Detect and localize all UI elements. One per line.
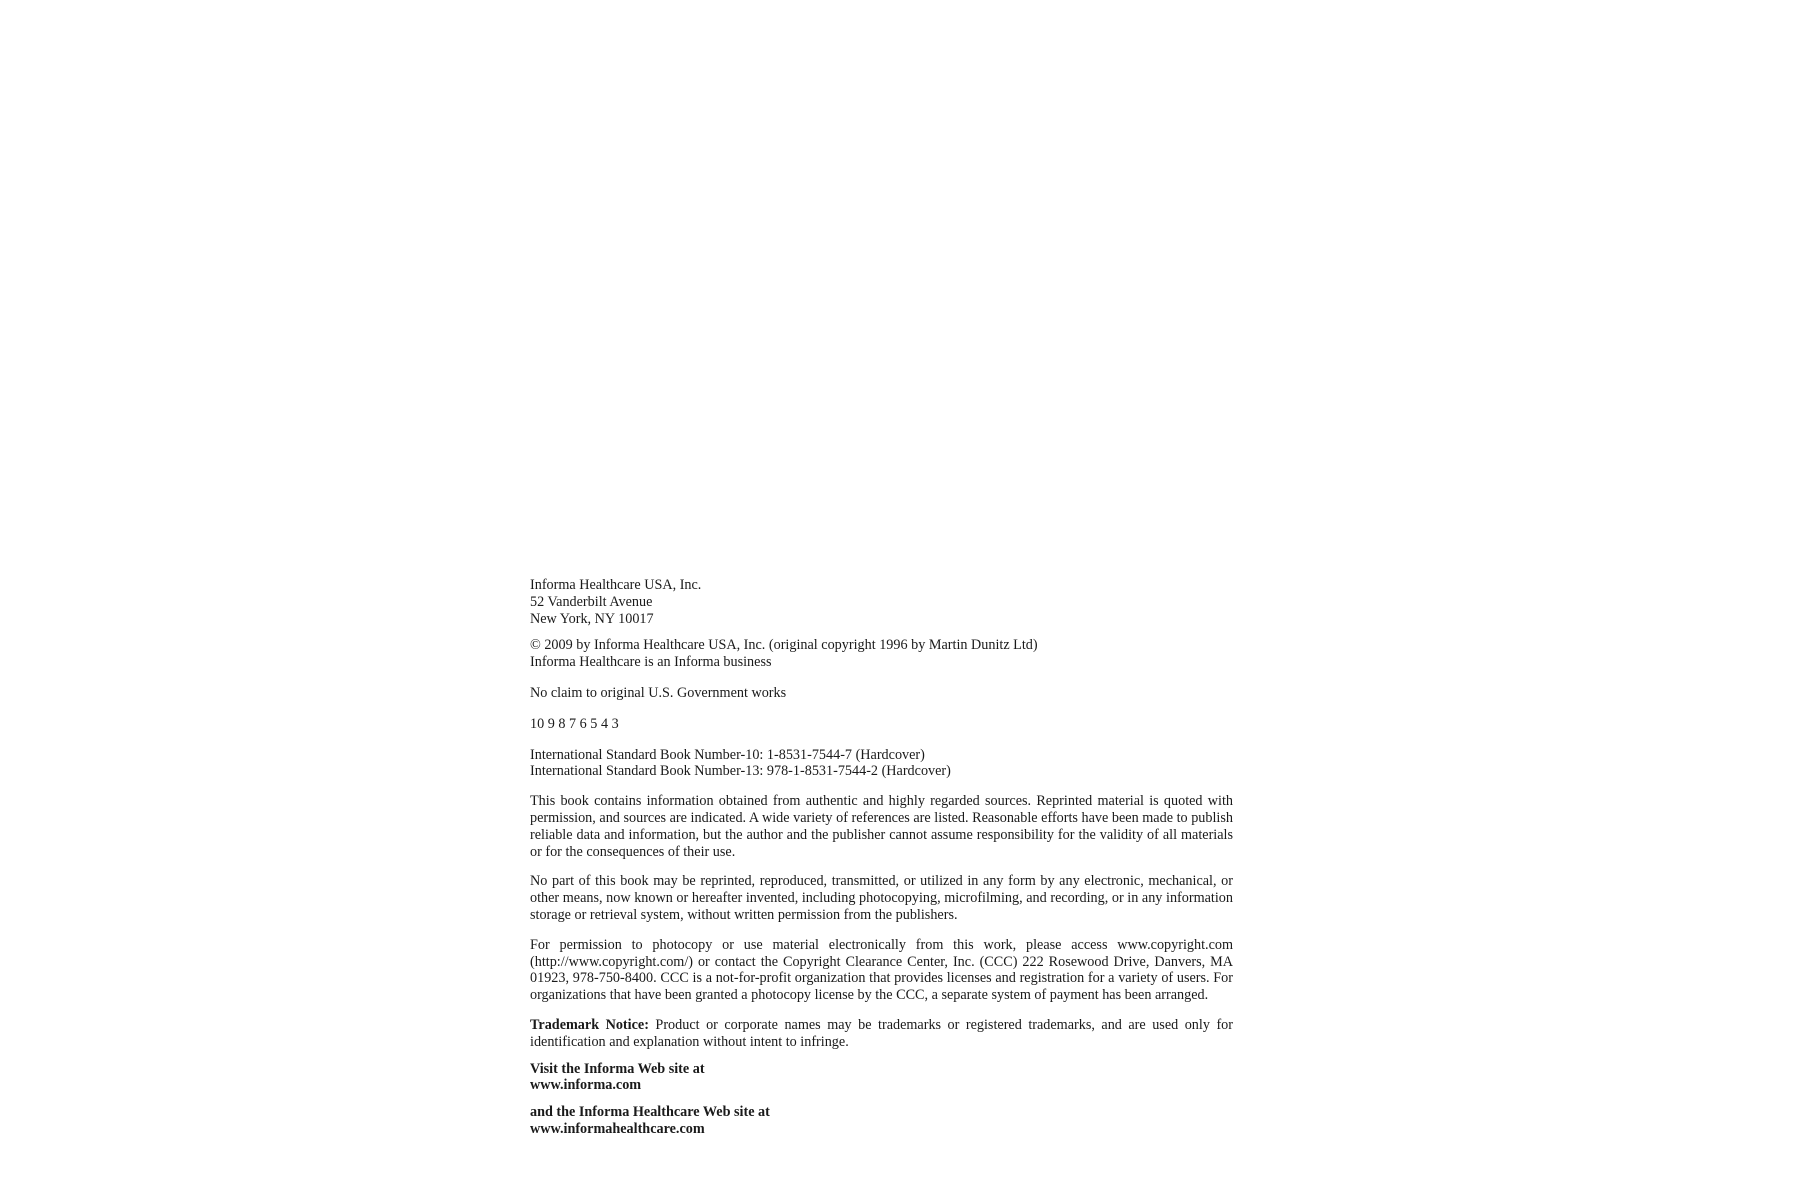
copyright-page [530,577,1233,1138]
permission-paragraph: For permission to photocopy or use material electronically from this work, please access www.copyright.com (http://www.copyright.com/) or contact the Copyright Clearance Center, Inc. (CCC) 222 Rosewood Drive, Danvers, MA 01923, 978-750-8400. CCC is a not-for-profit organization that provides licenses and registration for a variety of users. For organizations that have been granted a photocopy license by the CCC, a separate system of payment has been arranged. [530,936,1233,1004]
informa-web-label: Visit the Informa Web site at [530,1060,705,1077]
isbn-10: International Standard Book Number-10: 1-8531-7544-7 (Hardcover) [530,746,925,763]
trademark-notice [530,1017,1233,1051]
isbn-13: International Standard Book Number-13: 978-1-8531-7544-2 (Hardcover) [530,763,951,780]
publisher-address [530,577,1233,627]
healthcare-web-url: www.informahealthcare.com [530,1120,705,1137]
isbn-block [530,747,1233,781]
healthcare-web-label: and the Informa Healthcare Web site at [530,1104,770,1121]
healthcare-web-block [530,1104,1233,1138]
reproduction-paragraph: No part of this book may be reprinted, reproduced, transmitted, or utilized in any form by any electronic, mechanical, or other means, now known or hereafter invented, including photocopying, microfilming, and recording, or in any information storage or retrieval system, without written permission from the publishers. [530,873,1233,923]
trademark-label: Trademark Notice: [530,1016,649,1033]
business-line: Informa Healthcare is an Informa business [530,654,772,671]
publisher-name: Informa Healthcare USA, Inc. [530,577,702,593]
informa-web-block [530,1061,1233,1095]
sources-paragraph: This book contains information obtained from authentic and highly regarded sources. Reprinted material is quoted with permission, and sources are indicated. A wide variety of references are listed. Reasonable efforts have been made to publish reliable data and information, but the author and the publisher cannot assume responsibility for the validity of all materials or for the consequences of their use. [530,793,1233,860]
informa-web-url: www.informa.com [530,1077,642,1094]
government-works-notice: No claim to original U.S. Government works [530,684,787,701]
printing-line: 10 9 8 7 6 5 4 3 [530,715,619,732]
publisher-street: 52 Vanderbilt Avenue [530,593,653,610]
copyright-line: © 2009 by Informa Healthcare USA, Inc. (original copyright 1996 by Martin Dunitz Ltd) [530,637,1038,654]
copyright-block [530,637,1233,671]
trademark-text: Product or corporate names may be trademarks or registered trademarks, and are used only for identification and explanation without intent to infringe. [530,1016,1233,1050]
publisher-city: New York, NY 10017 [530,610,654,627]
